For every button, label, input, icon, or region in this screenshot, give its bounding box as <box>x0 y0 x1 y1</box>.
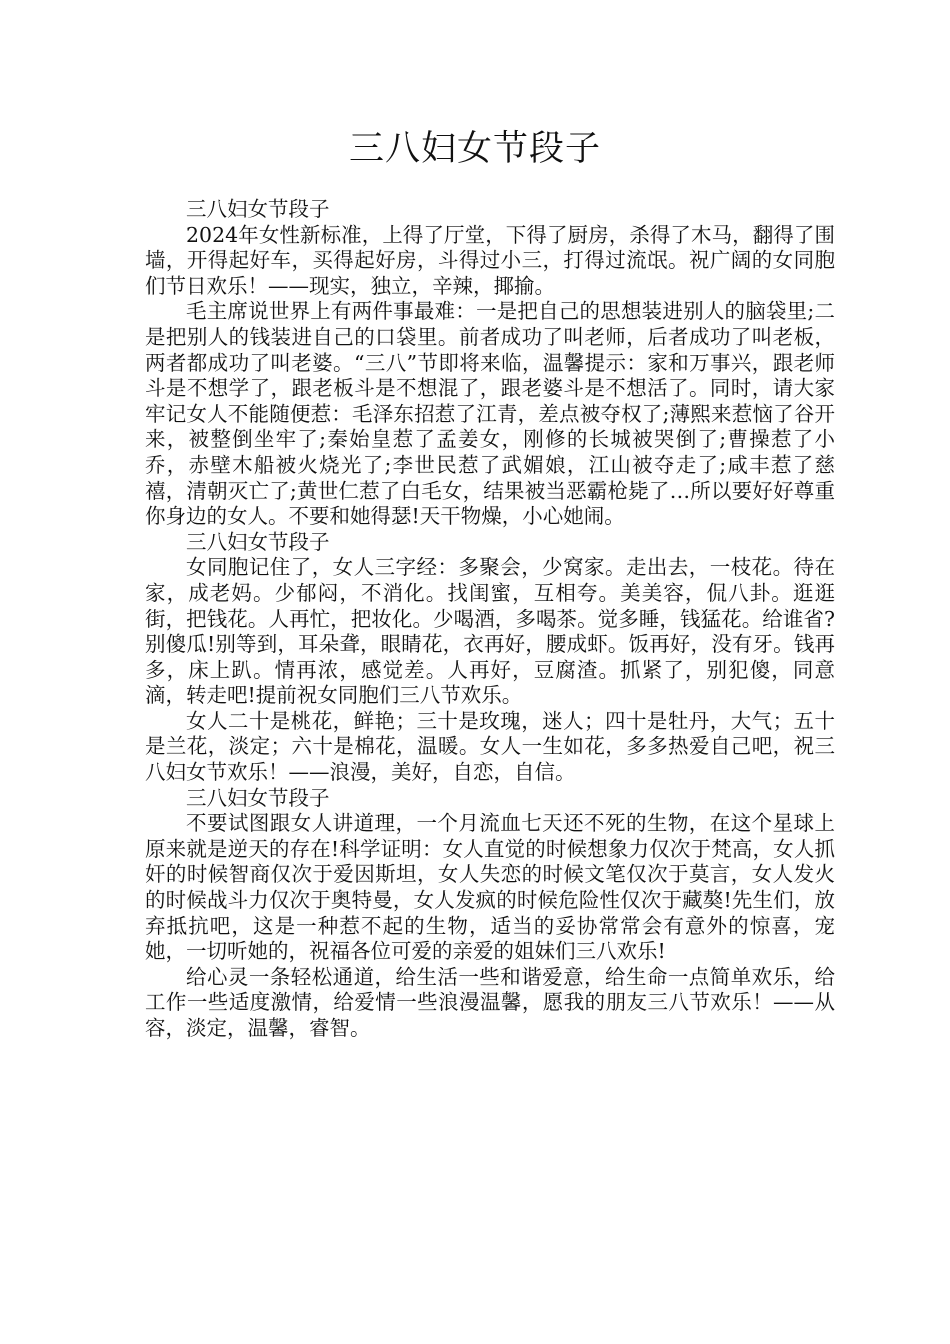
section-heading: 三八妇女节段子 <box>186 529 330 554</box>
paragraph: 女同胞记住了，女人三字经：多聚会，少窝家。走出去，一枝花。待在家，成老妈。少郁闷，不消化。找闺蜜，互相夸。美美容，侃八卦。逛逛街，把钱花。人再忙，把妆化。少喝酒，多喝茶。觉多睡，钱猛花。给谁省?别傻瓜!别等到，耳朵聋，眼睛花，衣再好，腰成虾。饭再好，没有牙。钱再多，床上趴。情再浓，感觉差。人再好，豆腐渣。抓紧了，别犯傻，同意滴，转走吧!提前祝女同胞们三八节欢乐。 <box>145 555 835 708</box>
paragraph: 给心灵一条轻松通道，给生活一些和谐爱意，给生命一点简单欢乐，给工作一些适度激情，给爱情一些浪漫温馨，愿我的朋友三八节欢乐！——从容，淡定，温馨，睿智。 <box>145 964 835 1040</box>
document-title: 三八妇女节段子 <box>348 129 601 169</box>
paragraph: 不要试图跟女人讲道理，一个月流血七天还不死的生物，在这个星球上原来就是逆天的存在!科学证明：女人直觉的时候想象力仅次于梵高，女人抓奸的时候智商仅次于爱因斯坦，女人失恋的时候文笔仅次于莫言，女人发火的时候战斗力仅次于奥特曼，女人发疯的时候危险性仅次于藏獒!先生们，放弃抵抗吧，这是一种惹不起的生物，适当的妥协常常会有意外的惊喜，宠她，一切听她的，祝福各位可爱的亲爱的姐妹们三八欢乐! <box>145 811 835 964</box>
paragraph: 女人二十是桃花，鲜艳；三十是玫瑰，迷人；四十是牡丹，大气；五十是兰花，淡定；六十是棉花，温暖。女人一生如花，多多热爱自己吧，祝三八妇女节欢乐！——浪漫，美好，自恋，自信。 <box>145 708 835 785</box>
document-body <box>145 197 835 1042</box>
section-heading: 三八妇女节段子 <box>186 785 330 810</box>
paragraph: 毛主席说世界上有两件事最难：一是把自己的思想装进别人的脑袋里;二是把别人的钱装进自己的口袋里。前者成功了叫老师，后者成功了叫老板，两者都成功了叫老婆。“三八”节即将来临，温馨提示：家和万事兴，跟老师斗是不想学了，跟老板斗是不想混了，跟老婆斗是不想活了。同时，请大家牢记女人不能随便惹：毛泽东招惹了江青，差点被夺权了;薄熙来惹恼了谷开来，被整倒坐牢了;秦始皇惹了孟姜女，刚修的长城被哭倒了;曹操惹了小乔，赤壁木船被火烧光了;李世民惹了武媚娘，江山被夺走了;咸丰惹了慈禧，清朝灭亡了;黄世仁惹了白毛女，结果被当恶霸枪毙了…所以要好好尊重你身边的女人。不要和她得瑟!天干物燥，小心她闹。 <box>145 299 835 529</box>
section-heading: 三八妇女节段子 <box>186 197 330 221</box>
paragraph: 2024年女性新标准，上得了厅堂，下得了厨房，杀得了木马，翻得了围墙，开得起好车，买得起好房，斗得过小三，打得过流氓。祝广阔的女同胞们节日欢乐！——现实，独立，辛辣，揶揄。 <box>145 222 835 298</box>
